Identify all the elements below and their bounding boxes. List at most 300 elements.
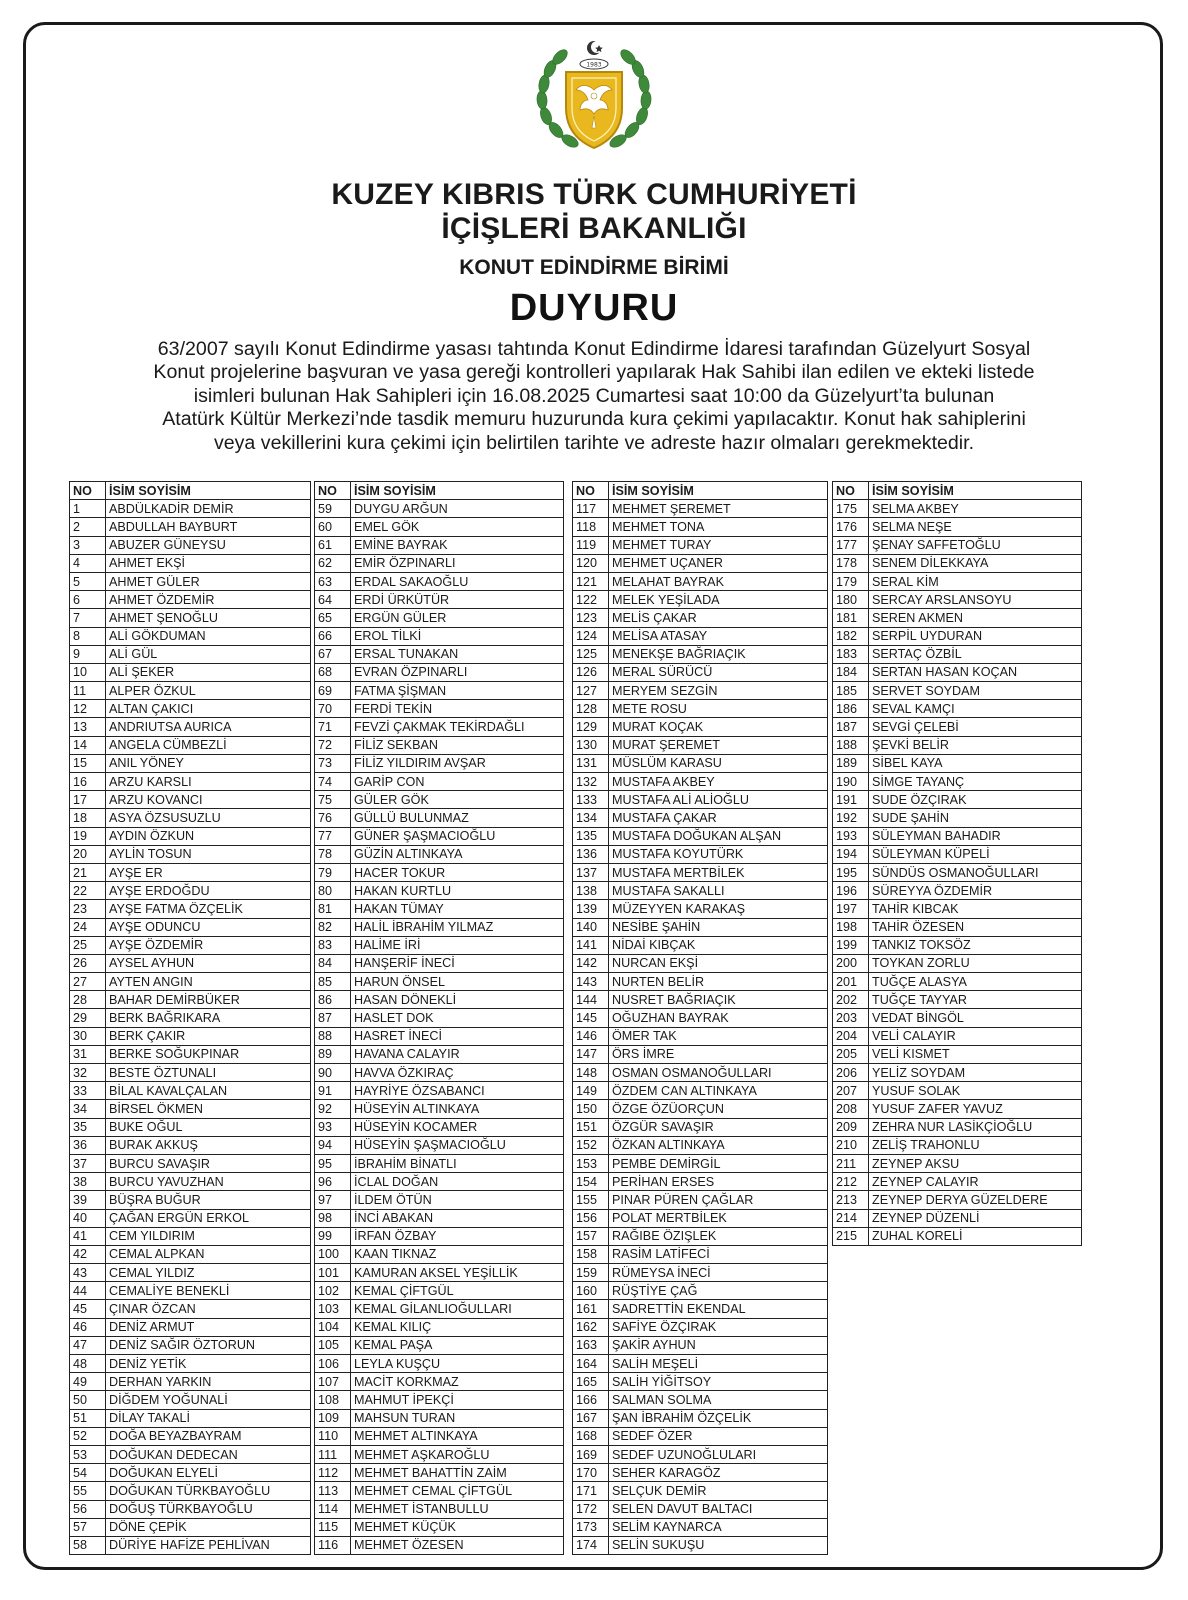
row-number: 194 — [833, 845, 869, 863]
table-row — [315, 1355, 564, 1373]
table-row — [70, 1173, 311, 1191]
row-number: 15 — [70, 754, 106, 772]
table-row — [833, 554, 1082, 572]
beneficiary-table-3 — [572, 481, 828, 1555]
row-name: DUYGU ARĞUN — [351, 500, 564, 518]
row-name: YELİZ SOYDAM — [869, 1064, 1082, 1082]
row-number: 105 — [315, 1336, 351, 1354]
beneficiary-table-4 — [832, 481, 1082, 1246]
row-number: 85 — [315, 973, 351, 991]
row-name: EVRAN ÖZPINARLI — [351, 663, 564, 681]
table-row — [573, 554, 828, 572]
row-number: 115 — [315, 1518, 351, 1536]
row-number: 83 — [315, 936, 351, 954]
row-number: 40 — [70, 1209, 106, 1227]
row-number: 55 — [70, 1482, 106, 1500]
row-number: 152 — [573, 1136, 609, 1154]
row-number: 166 — [573, 1391, 609, 1409]
table-row — [70, 736, 311, 754]
row-number: 37 — [70, 1154, 106, 1172]
table-row — [573, 900, 828, 918]
row-name: HALİL İBRAHİM YILMAZ — [351, 918, 564, 936]
table-row — [573, 1336, 828, 1354]
table-row — [573, 1045, 828, 1063]
row-number: 113 — [315, 1482, 351, 1500]
row-name: SEVAL KAMÇI — [869, 700, 1082, 718]
row-number: 20 — [70, 845, 106, 863]
table-row — [315, 1064, 564, 1082]
table-row — [833, 973, 1082, 991]
row-number: 153 — [573, 1154, 609, 1172]
row-name: HAVANA CALAYIR — [351, 1045, 564, 1063]
row-name: ZEHRA NUR LASİKÇİOĞLU — [869, 1118, 1082, 1136]
row-name: HARUN ÖNSEL — [351, 973, 564, 991]
row-name: MUSTAFA ALİ ALİOĞLU — [609, 791, 828, 809]
table-row — [315, 954, 564, 972]
row-number: 88 — [315, 1027, 351, 1045]
trnc-emblem-icon — [532, 38, 656, 158]
row-number: 155 — [573, 1191, 609, 1209]
row-number: 114 — [315, 1500, 351, 1518]
table-row — [315, 663, 564, 681]
row-number: 137 — [573, 863, 609, 881]
table-row — [70, 1500, 311, 1518]
row-name: HASRET İNECİ — [351, 1027, 564, 1045]
row-name: ALİ ŞEKER — [106, 663, 311, 681]
table-row — [315, 1009, 564, 1027]
row-number: 199 — [833, 936, 869, 954]
row-name: AYSEL AYHUN — [106, 954, 311, 972]
table-row — [315, 700, 564, 718]
row-name: MEHMET ŞEREMET — [609, 500, 828, 518]
table-row — [70, 1209, 311, 1227]
row-name: İCLAL DOĞAN — [351, 1173, 564, 1191]
row-number: 101 — [315, 1264, 351, 1282]
table-row — [315, 518, 564, 536]
row-name: SÜREYYA ÖZDEMİR — [869, 882, 1082, 900]
row-name: FİLİZ YILDIRIM AVŞAR — [351, 754, 564, 772]
row-number: 209 — [833, 1118, 869, 1136]
row-number: 3 — [70, 536, 106, 554]
row-name: AYŞE ODUNCU — [106, 918, 311, 936]
row-name: BERKE SOĞUKPINAR — [106, 1045, 311, 1063]
table-row — [833, 1027, 1082, 1045]
row-name: SELİN SUKUŞU — [609, 1536, 828, 1554]
table-row — [833, 627, 1082, 645]
row-number: 212 — [833, 1173, 869, 1191]
row-name: NURCAN EKŞİ — [609, 954, 828, 972]
row-name: SEVGİ ÇELEBİ — [869, 718, 1082, 736]
row-name: İNCİ ABAKAN — [351, 1209, 564, 1227]
row-name: SERCAY ARSLANSOYU — [869, 591, 1082, 609]
row-name: MEHMET UÇANER — [609, 554, 828, 572]
row-number: 145 — [573, 1009, 609, 1027]
row-number: 51 — [70, 1409, 106, 1427]
row-name: HAKAN TÜMAY — [351, 900, 564, 918]
row-number: 165 — [573, 1373, 609, 1391]
row-name: ANDRIUTSA AURICA — [106, 718, 311, 736]
table-row — [833, 1191, 1082, 1209]
row-number: 202 — [833, 991, 869, 1009]
row-name: FEVZİ ÇAKMAK TEKİRDAĞLI — [351, 718, 564, 736]
row-number: 109 — [315, 1409, 351, 1427]
row-number: 107 — [315, 1373, 351, 1391]
row-name: GÜZİN ALTINKAYA — [351, 845, 564, 863]
table-row — [70, 954, 311, 972]
row-name: AYDIN ÖZKUN — [106, 827, 311, 845]
row-number: 213 — [833, 1191, 869, 1209]
table-row — [573, 1391, 828, 1409]
row-name: TAHİR ÖZESEN — [869, 918, 1082, 936]
row-number: 124 — [573, 627, 609, 645]
table-row — [70, 1282, 311, 1300]
row-number: 180 — [833, 591, 869, 609]
row-name: DOĞUKAN TÜRKBAYOĞLU — [106, 1482, 311, 1500]
table-row — [315, 609, 564, 627]
row-name: ŞAN İBRAHİM ÖZÇELİK — [609, 1409, 828, 1427]
row-number: 74 — [315, 773, 351, 791]
row-number: 48 — [70, 1355, 106, 1373]
row-name: ERGÜN GÜLER — [351, 609, 564, 627]
row-number: 204 — [833, 1027, 869, 1045]
row-name: BURCU SAVAŞIR — [106, 1154, 311, 1172]
table-row — [70, 1373, 311, 1391]
table-row — [70, 1264, 311, 1282]
row-name: HALİME İRİ — [351, 936, 564, 954]
table-row — [573, 1173, 828, 1191]
row-number: 79 — [315, 863, 351, 881]
row-name: MELEK YEŞİLADA — [609, 591, 828, 609]
table-row — [315, 1482, 564, 1500]
table-row — [70, 1464, 311, 1482]
row-name: RÜŞTİYE ÇAĞ — [609, 1282, 828, 1300]
row-number: 118 — [573, 518, 609, 536]
table-row — [573, 500, 828, 518]
announcement-line: veya vekillerini kura çekimi için belirtilen tarihte ve adreste hazır olmaları gerekmektedir. — [213, 431, 975, 454]
row-name: ÖZDEM CAN ALTINKAYA — [609, 1082, 828, 1100]
table-row — [70, 682, 311, 700]
row-name: NUSRET BAĞRIAÇIK — [609, 991, 828, 1009]
row-name: PINAR PÜREN ÇAĞLAR — [609, 1191, 828, 1209]
row-number: 35 — [70, 1118, 106, 1136]
row-number: 139 — [573, 900, 609, 918]
row-name: DOĞUKAN DEDECAN — [106, 1445, 311, 1463]
table-row — [573, 863, 828, 881]
row-number: 138 — [573, 882, 609, 900]
row-name: MEHMET BAHATTİN ZAİM — [351, 1464, 564, 1482]
row-name: MEHMET TURAY — [609, 536, 828, 554]
row-number: 82 — [315, 918, 351, 936]
row-number: 24 — [70, 918, 106, 936]
table-row — [315, 991, 564, 1009]
row-name: MEHMET İSTANBULLU — [351, 1500, 564, 1518]
table-row — [70, 1064, 311, 1082]
row-name: KEMAL GİLANLIOĞULLARI — [351, 1300, 564, 1318]
row-number: 203 — [833, 1009, 869, 1027]
row-name: ERDİ ÜRKÜTÜR — [351, 591, 564, 609]
table-row — [833, 882, 1082, 900]
table-row — [573, 773, 828, 791]
row-number: 39 — [70, 1191, 106, 1209]
table-row — [833, 827, 1082, 845]
row-number: 43 — [70, 1264, 106, 1282]
row-number: 66 — [315, 627, 351, 645]
row-number: 164 — [573, 1355, 609, 1373]
table-row — [833, 645, 1082, 663]
row-name: MEHMET ÖZESEN — [351, 1536, 564, 1554]
row-name: SÜLEYMAN BAHADIR — [869, 827, 1082, 845]
row-number: 210 — [833, 1136, 869, 1154]
row-name: ÖRS İMRE — [609, 1045, 828, 1063]
row-name: BESTE ÖZTUNALI — [106, 1064, 311, 1082]
row-name: ZUHAL KORELİ — [869, 1227, 1082, 1245]
table-row — [70, 1391, 311, 1409]
table-row — [315, 791, 564, 809]
row-number: 49 — [70, 1373, 106, 1391]
row-name: POLAT MERTBİLEK — [609, 1209, 828, 1227]
row-name: SALMAN SOLMA — [609, 1391, 828, 1409]
table-row — [573, 1245, 828, 1263]
table-row — [70, 936, 311, 954]
row-number: 161 — [573, 1300, 609, 1318]
table-row — [70, 1336, 311, 1354]
table-row — [833, 1154, 1082, 1172]
row-number: 100 — [315, 1245, 351, 1263]
row-number: 187 — [833, 718, 869, 736]
row-number: 112 — [315, 1464, 351, 1482]
row-name: ŞAKİR AYHUN — [609, 1336, 828, 1354]
table-row — [315, 1209, 564, 1227]
table-row — [315, 845, 564, 863]
table-row — [573, 918, 828, 936]
row-name: HAYRİYE ÖZSABANCI — [351, 1082, 564, 1100]
header-name: İSİM SOYİSİM — [609, 482, 828, 500]
row-name: CEM YILDIRIM — [106, 1227, 311, 1245]
row-number: 92 — [315, 1100, 351, 1118]
row-number: 136 — [573, 845, 609, 863]
row-number: 69 — [315, 682, 351, 700]
row-number: 9 — [70, 645, 106, 663]
table-row — [833, 991, 1082, 1009]
row-number: 72 — [315, 736, 351, 754]
table-row — [573, 1409, 828, 1427]
table-row — [70, 572, 311, 590]
row-number: 179 — [833, 572, 869, 590]
table-row — [315, 936, 564, 954]
header-no: NO — [573, 482, 609, 500]
table-row — [573, 572, 828, 590]
row-name: GÜLER GÖK — [351, 791, 564, 809]
row-name: KEMAL KILIÇ — [351, 1318, 564, 1336]
header-no: NO — [833, 482, 869, 500]
row-name: MEHMET ALTINKAYA — [351, 1427, 564, 1445]
table-row — [833, 572, 1082, 590]
table-row — [573, 1191, 828, 1209]
row-name: SÜNDÜS OSMANOĞULLARI — [869, 863, 1082, 881]
row-number: 89 — [315, 1045, 351, 1063]
row-name: DOĞA BEYAZBAYRAM — [106, 1427, 311, 1445]
row-number: 198 — [833, 918, 869, 936]
table-row — [573, 1445, 828, 1463]
row-number: 60 — [315, 518, 351, 536]
row-number: 75 — [315, 791, 351, 809]
row-number: 134 — [573, 809, 609, 827]
row-number: 172 — [573, 1500, 609, 1518]
table-row — [573, 609, 828, 627]
row-number: 25 — [70, 936, 106, 954]
row-number: 78 — [315, 845, 351, 863]
row-number: 201 — [833, 973, 869, 991]
row-number: 57 — [70, 1518, 106, 1536]
row-number: 174 — [573, 1536, 609, 1554]
row-name: ŞEVKİ BELİR — [869, 736, 1082, 754]
table-row — [70, 1045, 311, 1063]
row-name: DOĞUKAN ELYELİ — [106, 1464, 311, 1482]
row-number: 211 — [833, 1154, 869, 1172]
row-name: DÜRİYE HAFİZE PEHLİVAN — [106, 1536, 311, 1554]
table-row — [70, 500, 311, 518]
row-name: DOĞUŞ TÜRKBAYOĞLU — [106, 1500, 311, 1518]
table-row — [833, 845, 1082, 863]
row-name: SELEN DAVUT BALTACI — [609, 1500, 828, 1518]
row-number: 67 — [315, 645, 351, 663]
row-name: DÖNE ÇEPİK — [106, 1518, 311, 1536]
row-name: MUSTAFA SAKALLI — [609, 882, 828, 900]
table-row — [573, 1082, 828, 1100]
table-row — [573, 1118, 828, 1136]
table-row — [70, 973, 311, 991]
table-row — [315, 1391, 564, 1409]
row-name: MACİT KORKMAZ — [351, 1373, 564, 1391]
table-row — [573, 845, 828, 863]
table-row — [315, 754, 564, 772]
table-row — [315, 1427, 564, 1445]
row-name: DİLAY TAKALİ — [106, 1409, 311, 1427]
row-number: 93 — [315, 1118, 351, 1136]
table-row — [573, 791, 828, 809]
row-number: 207 — [833, 1082, 869, 1100]
table-row — [315, 536, 564, 554]
row-name: MUSTAFA ÇAKAR — [609, 809, 828, 827]
table-row — [573, 827, 828, 845]
table-row — [573, 1227, 828, 1245]
row-number: 41 — [70, 1227, 106, 1245]
table-row — [833, 791, 1082, 809]
row-number: 173 — [573, 1518, 609, 1536]
table-row — [833, 863, 1082, 881]
row-name: DERHAN YARKIN — [106, 1373, 311, 1391]
row-number: 146 — [573, 1027, 609, 1045]
row-number: 135 — [573, 827, 609, 845]
row-name: BUKE OĞUL — [106, 1118, 311, 1136]
table-row — [833, 500, 1082, 518]
table-row — [70, 627, 311, 645]
row-name: ÖZGE ÖZÜORÇUN — [609, 1100, 828, 1118]
row-number: 52 — [70, 1427, 106, 1445]
row-number: 193 — [833, 827, 869, 845]
table-row — [573, 1064, 828, 1082]
row-name: RAĞIBE ÖZIŞLEK — [609, 1227, 828, 1245]
table-row — [833, 518, 1082, 536]
table-row — [833, 918, 1082, 936]
row-name: SELİM KAYNARCA — [609, 1518, 828, 1536]
row-number: 177 — [833, 536, 869, 554]
row-number: 147 — [573, 1045, 609, 1063]
row-number: 36 — [70, 1136, 106, 1154]
row-name: HAVVA ÖZKIRAÇ — [351, 1064, 564, 1082]
table-row — [315, 900, 564, 918]
table-row — [573, 1500, 828, 1518]
row-name: SİBEL KAYA — [869, 754, 1082, 772]
row-number: 73 — [315, 754, 351, 772]
table-row — [315, 1264, 564, 1282]
table-row — [573, 1427, 828, 1445]
row-number: 163 — [573, 1336, 609, 1354]
announcement-text — [56, 338, 1132, 455]
row-name: SAFİYE ÖZÇIRAK — [609, 1318, 828, 1336]
row-name: MAHSUN TURAN — [351, 1409, 564, 1427]
row-number: 13 — [70, 718, 106, 736]
row-name: HÜSEYİN ALTINKAYA — [351, 1100, 564, 1118]
table-row — [833, 1209, 1082, 1227]
row-number: 103 — [315, 1300, 351, 1318]
row-number: 183 — [833, 645, 869, 663]
table-row — [315, 718, 564, 736]
row-number: 189 — [833, 754, 869, 772]
row-name: YUSUF ZAFER YAVUZ — [869, 1100, 1082, 1118]
row-number: 53 — [70, 1445, 106, 1463]
table-row — [315, 1409, 564, 1427]
table-row — [573, 718, 828, 736]
row-number: 5 — [70, 572, 106, 590]
table-row — [573, 1355, 828, 1373]
row-name: MAHMUT İPEKÇİ — [351, 1391, 564, 1409]
row-name: BURCU YAVUZHAN — [106, 1173, 311, 1191]
table-row — [70, 918, 311, 936]
row-name: MUSTAFA MERTBİLEK — [609, 863, 828, 881]
row-name: MEHMET KÜÇÜK — [351, 1518, 564, 1536]
row-number: 119 — [573, 536, 609, 554]
row-name: ALTAN ÇAKICI — [106, 700, 311, 718]
table-row — [573, 882, 828, 900]
table-row — [833, 773, 1082, 791]
table-row — [573, 1100, 828, 1118]
table-row — [833, 718, 1082, 736]
row-number: 70 — [315, 700, 351, 718]
row-number: 205 — [833, 1045, 869, 1063]
row-name: KAMURAN AKSEL YEŞİLLİK — [351, 1264, 564, 1282]
table-row — [573, 1318, 828, 1336]
row-name: AYŞE FATMA ÖZÇELİK — [106, 900, 311, 918]
table-row — [315, 1027, 564, 1045]
table-row — [833, 1118, 1082, 1136]
row-name: RASİM LATİFECİ — [609, 1245, 828, 1263]
table-row — [315, 1100, 564, 1118]
row-number: 94 — [315, 1136, 351, 1154]
table-row — [833, 1173, 1082, 1191]
row-name: SERAL KİM — [869, 572, 1082, 590]
row-number: 63 — [315, 572, 351, 590]
row-name: MELİSA ATASAY — [609, 627, 828, 645]
table-row — [315, 1173, 564, 1191]
table-row — [573, 663, 828, 681]
row-number: 130 — [573, 736, 609, 754]
row-name: HANŞERİF İNECİ — [351, 954, 564, 972]
row-name: ŞENAY SAFFETOĞLU — [869, 536, 1082, 554]
row-name: MELİS ÇAKAR — [609, 609, 828, 627]
table-row — [573, 645, 828, 663]
row-name: İRFAN ÖZBAY — [351, 1227, 564, 1245]
